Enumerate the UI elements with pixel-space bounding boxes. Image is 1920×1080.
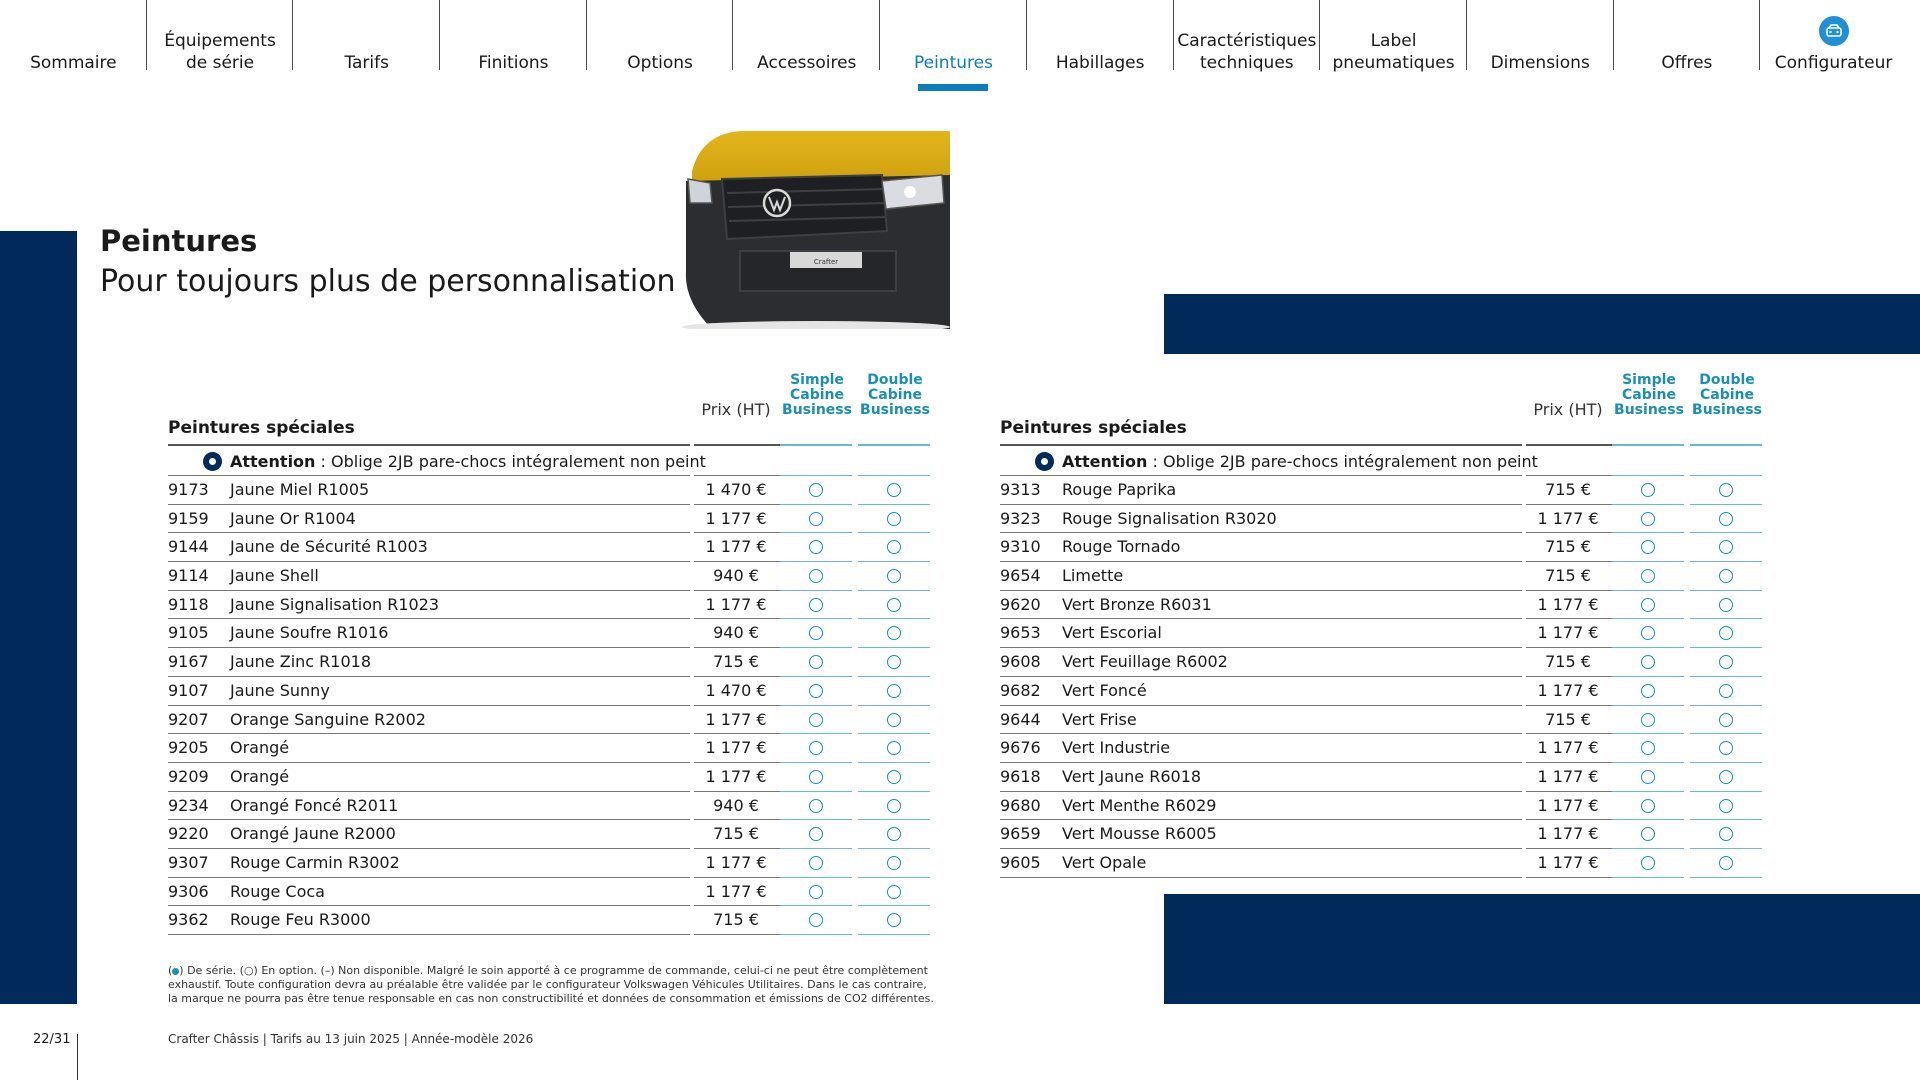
table-row xyxy=(1000,648,1760,677)
page-title: Peintures xyxy=(100,224,258,258)
paint-price: 1 177 € xyxy=(1537,623,1599,643)
paint-code: 9313 xyxy=(1000,480,1041,499)
paint-name: Jaune de Sécurité R1003 xyxy=(230,537,428,557)
nav-tab-habillages[interactable] xyxy=(1027,0,1174,100)
table-row xyxy=(168,648,928,677)
paint-price: 1 177 € xyxy=(705,852,767,872)
option-circle-icon xyxy=(1719,827,1733,841)
option-circle-icon xyxy=(887,626,901,640)
option-circle-icon xyxy=(1719,483,1733,497)
option-circle-icon xyxy=(887,540,901,554)
option-circle-icon xyxy=(809,626,823,640)
nav-tab-label: Habillages xyxy=(1055,53,1145,73)
option-circle-icon xyxy=(1719,856,1733,870)
nav-tab-label: Options xyxy=(627,53,693,73)
standard-dot-icon xyxy=(172,968,179,975)
nav-tab-label: Peintures xyxy=(913,53,993,73)
option-circle-icon xyxy=(1641,512,1655,526)
option-circle-icon xyxy=(1641,856,1655,870)
nav-tab-label: Tarifs xyxy=(344,53,389,73)
option-circle-icon xyxy=(1719,540,1733,554)
nav-tab-dimensions[interactable] xyxy=(1467,0,1614,100)
option-circle-icon xyxy=(809,799,823,813)
table-row xyxy=(1000,706,1760,735)
paint-code: 9644 xyxy=(1000,709,1041,729)
paint-name: Orangé Jaune R2000 xyxy=(230,824,396,844)
nav-tab-peintures[interactable] xyxy=(880,0,1027,100)
page-number: 22/31 xyxy=(33,1032,71,1047)
footer-divider xyxy=(77,1034,78,1080)
paint-code: 9114 xyxy=(168,566,209,586)
paint-price: 1 177 € xyxy=(1537,508,1599,528)
option-circle-icon xyxy=(809,598,823,612)
col-simple-cabine-header: Simple Cabine Business xyxy=(1614,372,1684,418)
attention-row xyxy=(1000,446,1760,476)
paint-price: 1 177 € xyxy=(705,594,767,614)
table-row xyxy=(168,906,928,935)
option-circle-icon xyxy=(809,540,823,554)
paint-price: 1 177 € xyxy=(705,881,767,901)
right-navy-band-bottom xyxy=(1164,894,1920,1004)
option-circle-icon xyxy=(809,512,823,526)
option-circle-icon xyxy=(1719,799,1733,813)
paint-price: 1 470 € xyxy=(705,680,767,700)
configurator-car-icon xyxy=(1819,16,1849,46)
paint-price: 715 € xyxy=(713,824,759,844)
paint-name: Vert Menthe R6029 xyxy=(1062,795,1217,815)
paint-price: 940 € xyxy=(713,795,759,815)
nav-tab-caracteristiques-techniques[interactable] xyxy=(1174,0,1321,100)
nav-tab-label: Dimensions xyxy=(1490,53,1590,73)
attention-label: Attention xyxy=(230,452,316,471)
paint-code: 9682 xyxy=(1000,680,1041,700)
table-header xyxy=(1000,360,1760,446)
paint-price: 715 € xyxy=(1545,709,1591,729)
nav-tab-offres[interactable] xyxy=(1614,0,1761,100)
option-circle-icon xyxy=(887,713,901,727)
option-circle-icon xyxy=(1641,626,1655,640)
table-row xyxy=(1000,591,1760,620)
nav-tab-label: Finitions xyxy=(478,53,549,73)
eye-icon xyxy=(1035,452,1054,471)
attention-label: Attention xyxy=(1062,452,1148,471)
paint-name: Vert Frise xyxy=(1062,709,1137,729)
footer-text: Crafter Châssis | Tarifs au 13 juin 2025 | Année-modèle 2026 xyxy=(168,1032,534,1046)
paint-code: 9659 xyxy=(1000,824,1041,844)
table-row xyxy=(1000,505,1760,534)
paint-name: Vert Jaune R6018 xyxy=(1062,766,1202,786)
paint-code: 9107 xyxy=(168,680,209,700)
table-row xyxy=(168,763,928,792)
paint-code: 9608 xyxy=(1000,652,1041,672)
table-title: Peintures spéciales xyxy=(1000,418,1187,438)
top-navigation xyxy=(0,0,1920,100)
paint-name: Jaune Signalisation R1023 xyxy=(230,594,440,614)
paint-price: 715 € xyxy=(713,652,759,672)
option-circle-icon xyxy=(1719,569,1733,583)
nav-tab-label: Sommaire xyxy=(30,53,117,73)
paint-code: 9205 xyxy=(168,738,209,758)
paint-price: 1 177 € xyxy=(1537,594,1599,614)
option-circle-icon xyxy=(809,655,823,669)
table-row xyxy=(1000,677,1760,706)
paint-price: 715 € xyxy=(1545,480,1591,499)
table-row xyxy=(168,820,928,849)
nav-tab-label: Équipements de série xyxy=(164,31,276,73)
paint-name: Limette xyxy=(1062,566,1124,586)
attention-row xyxy=(168,446,928,476)
option-circle-icon xyxy=(809,770,823,784)
table-row xyxy=(1000,562,1760,591)
paint-code: 9105 xyxy=(168,623,209,643)
option-circle-icon xyxy=(887,741,901,755)
paint-code: 9654 xyxy=(1000,566,1041,586)
option-circle-icon xyxy=(1719,512,1733,526)
attention-text: : Oblige 2JB pare-chocs intégralement non peint xyxy=(315,452,706,471)
paint-code: 9144 xyxy=(168,537,209,557)
paint-code: 9220 xyxy=(168,824,209,844)
van-plate-badge: Crafter xyxy=(813,258,839,266)
col-simple-cabine-header: Simple Cabine Business xyxy=(782,372,852,418)
paint-price: 1 177 € xyxy=(705,508,767,528)
paint-name: Vert Feuillage R6002 xyxy=(1062,652,1228,672)
option-circle-icon xyxy=(1641,713,1655,727)
paint-code: 9362 xyxy=(168,910,209,930)
table-row xyxy=(1000,820,1760,849)
paint-name: Jaune Miel R1005 xyxy=(230,480,370,499)
table-row xyxy=(168,849,928,878)
option-circle-icon xyxy=(1719,713,1733,727)
col-double-cabine-header: Double Cabine Business xyxy=(1692,372,1762,418)
paint-name: Orangé xyxy=(230,738,290,758)
paint-code: 9605 xyxy=(1000,852,1041,872)
paint-name: Orangé xyxy=(230,766,290,786)
option-circle-icon xyxy=(809,713,823,727)
paint-price: 940 € xyxy=(713,623,759,643)
option-circle-icon xyxy=(1719,626,1733,640)
paint-code: 9173 xyxy=(168,480,209,499)
option-circle-icon xyxy=(887,569,901,583)
table-row xyxy=(1000,619,1760,648)
nav-tab-tarifs[interactable] xyxy=(293,0,440,100)
nav-tab-accessoires[interactable] xyxy=(733,0,880,100)
paint-code: 9620 xyxy=(1000,594,1041,614)
option-circle-icon xyxy=(1641,827,1655,841)
table-header xyxy=(168,360,928,446)
van-front-image xyxy=(682,131,950,329)
option-circle-icon xyxy=(887,770,901,784)
option-circle-icon xyxy=(1641,770,1655,784)
paint-name: Jaune Or R1004 xyxy=(230,508,356,528)
paint-price: 1 470 € xyxy=(705,480,767,499)
option-circle-icon xyxy=(887,483,901,497)
paint-name: Vert Escorial xyxy=(1062,623,1162,643)
option-circle-icon xyxy=(887,827,901,841)
table-row xyxy=(168,476,928,505)
option-circle-icon xyxy=(1641,799,1655,813)
option-circle-icon xyxy=(1641,655,1655,669)
paint-price: 715 € xyxy=(1545,566,1591,586)
paint-code: 9207 xyxy=(168,709,209,729)
paint-price: 715 € xyxy=(713,910,759,930)
right-navy-band-top xyxy=(1164,294,1920,354)
price-header: Prix (HT) xyxy=(1533,400,1603,419)
paint-name: Vert Bronze R6031 xyxy=(1062,594,1212,614)
option-circle-icon xyxy=(887,885,901,899)
paint-price: 715 € xyxy=(1545,652,1591,672)
paint-name: Rouge Paprika xyxy=(1062,480,1177,499)
table-row xyxy=(168,505,928,534)
table-row xyxy=(168,878,928,907)
paint-name: Jaune Zinc R1018 xyxy=(230,652,371,672)
option-circle-icon xyxy=(809,885,823,899)
option-circle-icon xyxy=(887,684,901,698)
nav-tab-equipements-de-serie[interactable] xyxy=(147,0,294,100)
paint-code: 9167 xyxy=(168,652,209,672)
paint-name: Orange Sanguine R2002 xyxy=(230,709,426,729)
nav-tab-label: Caractéristiques techniques xyxy=(1177,31,1317,73)
paint-name: Vert Industrie xyxy=(1062,738,1171,758)
paint-code: 9310 xyxy=(1000,537,1041,557)
option-circle-icon xyxy=(809,684,823,698)
paint-code: 9618 xyxy=(1000,766,1041,786)
paint-name: Rouge Signalisation R3020 xyxy=(1062,508,1277,528)
option-circle-icon xyxy=(1641,684,1655,698)
option-circle-icon xyxy=(1641,598,1655,612)
option-circle-icon xyxy=(887,655,901,669)
nav-tab-sommaire[interactable] xyxy=(0,0,147,100)
paint-name: Rouge Coca xyxy=(230,881,325,901)
paint-price: 1 177 € xyxy=(1537,824,1599,844)
paint-code: 9676 xyxy=(1000,738,1041,758)
paint-price: 715 € xyxy=(1545,537,1591,557)
option-circle-icon xyxy=(1719,598,1733,612)
left-navy-bar xyxy=(0,231,77,1004)
legend-standard: De série. xyxy=(183,964,237,977)
option-circle-icon xyxy=(887,856,901,870)
nav-tab-label: Offres xyxy=(1661,53,1713,73)
table-row xyxy=(168,792,928,821)
paint-price: 1 177 € xyxy=(705,738,767,758)
paint-code: 9234 xyxy=(168,795,209,815)
table-row xyxy=(1000,476,1760,505)
paint-code: 9323 xyxy=(1000,508,1041,528)
paint-table-left xyxy=(168,360,928,935)
table-row xyxy=(168,591,928,620)
paint-price: 1 177 € xyxy=(705,709,767,729)
table-title: Peintures spéciales xyxy=(168,418,355,438)
paint-name: Orangé Foncé R2011 xyxy=(230,795,399,815)
table-row xyxy=(168,533,928,562)
table-row xyxy=(1000,849,1760,878)
legend-disclaimer: ( ) De série. (○) En option. (–) Non disponible. Malgré le soin apporté à ce programme de commande, celui-ci ne peut être complètement exhaustif. Toute configuration devra au préalable être validée par le configurateur Volkswagen Véhicules Utilitaires. Dans le cas contraire, la marque ne pourra pas être tenue responsable en cas non constructibilité et données de consommation et émissions de CO2 différentes. xyxy=(168,964,934,1005)
paint-name: Vert Foncé xyxy=(1062,680,1147,700)
option-circle-icon xyxy=(809,569,823,583)
option-circle-icon xyxy=(809,827,823,841)
table-row xyxy=(168,562,928,591)
paint-code: 9307 xyxy=(168,852,209,872)
paint-price: 1 177 € xyxy=(705,766,767,786)
paint-price: 1 177 € xyxy=(705,537,767,557)
paint-name: Rouge Carmin R3002 xyxy=(230,852,400,872)
option-circle-icon xyxy=(1719,741,1733,755)
nav-tab-label: Configurateur xyxy=(1774,53,1893,73)
option-circle-icon xyxy=(887,598,901,612)
paint-price: 1 177 € xyxy=(1537,852,1599,872)
paint-code: 9306 xyxy=(168,881,209,901)
paint-code: 9680 xyxy=(1000,795,1041,815)
paint-code: 9159 xyxy=(168,508,209,528)
option-circle-icon xyxy=(809,856,823,870)
option-circle-icon xyxy=(887,799,901,813)
attention-text: : Oblige 2JB pare-chocs intégralement non peint xyxy=(1147,452,1538,471)
option-circle-icon xyxy=(809,913,823,927)
option-circle-icon xyxy=(1641,540,1655,554)
paint-name: Jaune Sunny xyxy=(230,680,330,700)
active-tab-indicator xyxy=(918,84,988,91)
option-circle-icon xyxy=(1641,483,1655,497)
paint-name: Rouge Tornado xyxy=(1062,537,1181,557)
col-double-cabine-header: Double Cabine Business xyxy=(860,372,930,418)
table-row xyxy=(1000,763,1760,792)
paint-name: Rouge Feu R3000 xyxy=(230,910,371,930)
paint-code: 9209 xyxy=(168,766,209,786)
table-row xyxy=(168,677,928,706)
nav-tab-finitions[interactable] xyxy=(440,0,587,100)
paint-name: Vert Mousse R6005 xyxy=(1062,824,1217,844)
paint-price: 1 177 € xyxy=(1537,738,1599,758)
option-circle-icon xyxy=(887,913,901,927)
nav-tab-label-pneumatiques[interactable] xyxy=(1320,0,1467,100)
paint-price: 1 177 € xyxy=(1537,766,1599,786)
option-circle-icon xyxy=(1719,655,1733,669)
legend-disclaimer-text: Malgré le soin apporté à ce programme de commande, celui-ci ne peut être complètement exhaustif. Toute configuration devra au préalable être validée par le configurateur Volkswagen Véhicules Utilitaires. Dans le cas contraire, la marque ne pourra pas être tenue responsable en cas non constructibilité et données de consommation et émissions de CO2 différentes. xyxy=(168,964,934,1005)
table-row xyxy=(168,706,928,735)
price-header: Prix (HT) xyxy=(701,400,771,419)
legend-option: (○) En option. xyxy=(236,964,318,977)
paint-name: Vert Opale xyxy=(1062,852,1147,872)
page-subtitle: Pour toujours plus de personnalisation xyxy=(100,264,676,299)
option-circle-icon xyxy=(1641,741,1655,755)
table-row xyxy=(168,619,928,648)
table-row xyxy=(1000,533,1760,562)
paint-name: Jaune Shell xyxy=(230,566,319,586)
nav-tab-configurateur[interactable] xyxy=(1760,0,1907,100)
eye-icon xyxy=(203,452,222,471)
option-circle-icon xyxy=(887,512,901,526)
paint-code: 9653 xyxy=(1000,623,1041,643)
nav-tab-label: Accessoires xyxy=(757,53,857,73)
paint-price: 940 € xyxy=(713,566,759,586)
paint-price: 1 177 € xyxy=(1537,680,1599,700)
paint-name: Jaune Soufre R1016 xyxy=(230,623,389,643)
legend-unavailable: (–) Non disponible. xyxy=(317,964,424,977)
option-circle-icon xyxy=(1719,770,1733,784)
table-row xyxy=(1000,734,1760,763)
option-circle-icon xyxy=(1641,569,1655,583)
nav-tab-label: Label pneumatiques xyxy=(1332,31,1455,73)
paint-table-right xyxy=(1000,360,1760,878)
option-circle-icon xyxy=(809,483,823,497)
table-row xyxy=(1000,792,1760,821)
option-circle-icon xyxy=(809,741,823,755)
paint-price: 1 177 € xyxy=(1537,795,1599,815)
paint-code: 9118 xyxy=(168,594,209,614)
table-row xyxy=(168,734,928,763)
nav-tab-options[interactable] xyxy=(587,0,734,100)
option-circle-icon xyxy=(1719,684,1733,698)
